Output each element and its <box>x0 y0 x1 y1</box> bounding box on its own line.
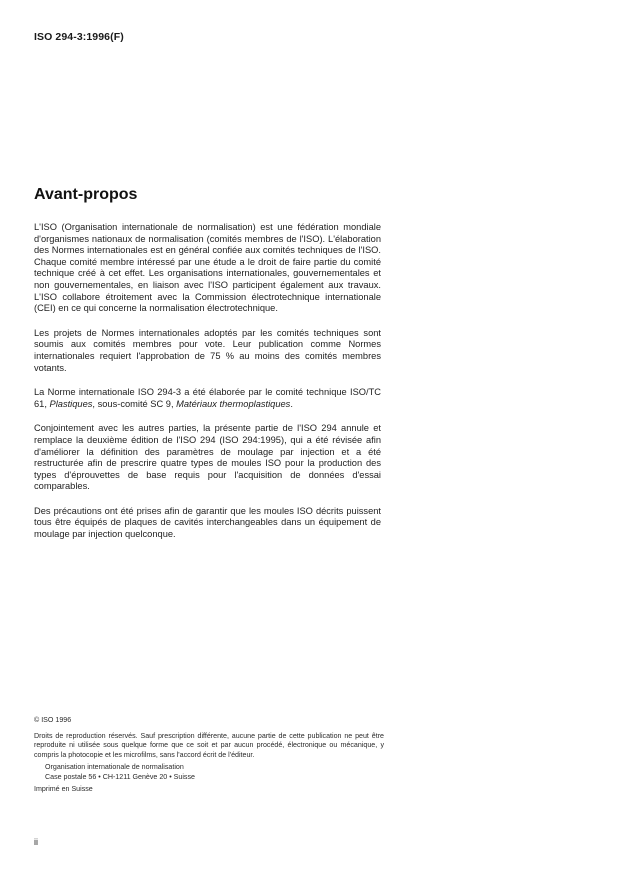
paragraph-revision: Conjointement avec les autres parties, la présente partie de l'ISO 294 annule et remplace la deuxième édition de l'ISO 294 (ISO 294:1995), qui a été révisée afin d'améliorer la définition des paramètres de moulage par injection et a été restructurée afin de prescrire quatre types de moules ISO pour la production des types d'éprouvettes de base requis pour l'acquisition de données d'essai comparables. <box>34 423 381 492</box>
copyright-notice: © ISO 1996 <box>34 716 72 724</box>
copyright-block <box>34 716 384 795</box>
committee-thermoplastics: Matériaux thermoplastiques <box>176 398 291 409</box>
publisher-postal: Case postale 56 • CH-1211 Genève 20 • Suisse <box>45 772 195 781</box>
document-header: ISO 294-3:1996(F) <box>34 31 124 43</box>
paragraph-draft-approval: Les projets de Normes internationales adoptés par les comités techniques sont soumis aux comités membres pour vote. Leur publication comme Normes internationales requiert l'approbation de 75 % au moins des comités membres votants. <box>34 327 381 373</box>
committee-plastics: Plastiques <box>49 398 93 409</box>
copyright-rights: Droits de reproduction réservés. Sauf prescription différente, aucune partie de cette publication ne peut être reproduite ni utilisée sous quelque forme que ce soit et par aucun procédé, électronique ou mécanique, y compris la photocopie et les microfilms, sans l'accord écrit de l'éditeur. <box>34 731 384 759</box>
paragraph-committee <box>34 387 381 410</box>
page-number: ii <box>34 837 38 847</box>
publisher-org: Organisation internationale de normalisation <box>45 763 184 771</box>
committee-text-a: La Norme internationale ISO 294-3 a été élaborée par le comité technique ISO/TC 61, <box>34 387 381 409</box>
committee-text-c: , sous-comité SC 9, <box>92 398 177 409</box>
paragraph-precautions: Des précautions ont été prises afin de garantir que les moules ISO décrits puissent tous être équipés de plaques de cavités interchangeables dans un équipement de moulage par injection quelconque. <box>34 505 381 540</box>
section-title: Avant-propos <box>34 186 138 203</box>
committee-text-e: . <box>290 398 293 409</box>
paragraph-iso-intro: L'ISO (Organisation internationale de normalisation) est une fédération mondiale d'organismes nationaux de normalisation (comités membres de l'ISO). L'élaboration des Normes internationales est en général confiée aux comités techniques de l'ISO. Chaque comité membre intéressé par une étude a le droit de faire partie du comité technique créé à cet effet. Les organisations internationales, gouvernementales et non gouvernementales, en liaison avec l'ISO participent également aux travaux. L'ISO collabore étroitement avec la Commission électrotechnique internationale (CEI) en ce qui concerne la normalisation électrotechnique. <box>34 222 381 314</box>
foreword-body <box>34 222 381 541</box>
publisher-address <box>34 763 384 782</box>
printed-in: Imprimé en Suisse <box>34 785 93 793</box>
